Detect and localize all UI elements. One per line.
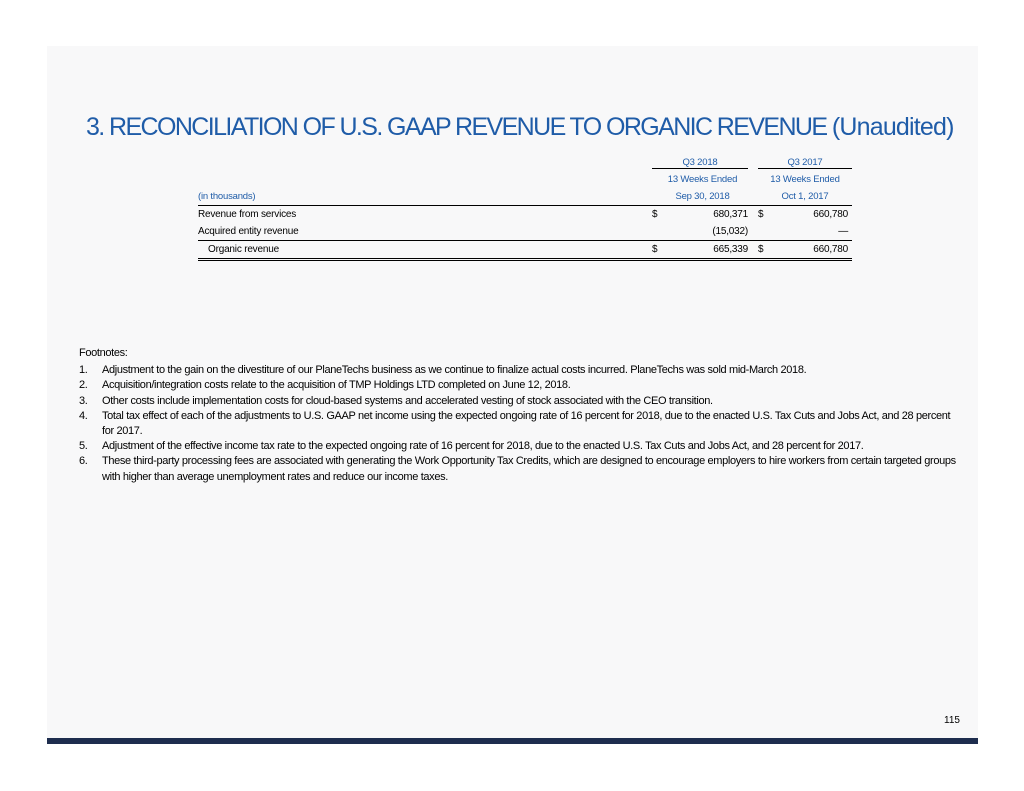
row-value-2017: 660,780 [768, 241, 852, 260]
footnote-number: 6. [79, 455, 88, 468]
footnotes [79, 346, 959, 485]
column-date-2018: Sep 30, 2018 [652, 188, 753, 206]
column-period-q3-2017: Q3 2017 [758, 157, 852, 169]
revenue-reconciliation-table [198, 154, 852, 261]
row-value-2018: 665,339 [662, 241, 753, 260]
row-value-2018: (15,032) [712, 226, 748, 237]
footnote-item [79, 454, 959, 484]
footnotes-heading: Footnotes: [79, 347, 128, 359]
footnote-number: 1. [79, 364, 88, 377]
footnote-text: Other costs include implementation costs for cloud-based systems and accelerated vesting of stock associated with the CEO transition. [102, 394, 713, 407]
page-title [86, 110, 954, 144]
column-weeks-2018: 13 Weeks Ended [667, 174, 738, 185]
table-row [198, 206, 852, 224]
footnote-text: Adjustment to the gain on the divestiture of our PlaneTechs business as we continue to finalize actual costs incurred. PlaneTechs was sold mid-March 2018. [102, 364, 807, 377]
table-header-row-weeks [198, 171, 852, 188]
row-value-2017: — [838, 226, 848, 237]
table-row-total [198, 241, 852, 260]
footnote-item [79, 439, 959, 454]
footnote-item [79, 378, 959, 393]
table-header-row-period [198, 154, 852, 171]
currency-symbol: $ [652, 241, 662, 260]
currency-symbol [758, 223, 768, 241]
footnote-text: Acquisition/integration costs relate to the acquisition of TMP Holdings LTD completed on June 12, 2018. [102, 379, 571, 392]
table-row [198, 223, 852, 241]
currency-symbol: $ [758, 209, 764, 220]
row-label: Revenue from services [198, 209, 297, 220]
currency-symbol: $ [758, 241, 768, 260]
footnote-number: 3. [79, 394, 88, 407]
footnote-item [79, 363, 959, 378]
footnote-item [79, 394, 959, 409]
column-weeks-2017: 13 Weeks Ended [770, 174, 840, 185]
table-header-row-date [198, 188, 852, 206]
footnote-number: 5. [79, 440, 88, 453]
footer-bar [47, 738, 978, 744]
footnote-number: 4. [79, 409, 88, 422]
column-date-2017: Oct 1, 2017 [758, 188, 852, 206]
currency-symbol [652, 223, 662, 241]
footnote-text: Adjustment of the effective income tax rate to the expected ongoing rate of 16 percent for 2018, due to the enacted U.S. Tax Cuts and Jobs Act, and 28 percent for 2017. [102, 440, 864, 453]
footnote-text: These third-party processing fees are associated with generating the Work Opportunity Tax Credits, which are designed to encourage employers to hire workers from certain targeted groups with higher than average unemployment rates and reduce our income taxes. [102, 455, 956, 483]
unit-label: (in thousands) [198, 188, 652, 206]
title-subtitle: (Unaudited) [831, 113, 954, 141]
column-period-q3-2018: Q3 2018 [652, 157, 748, 169]
title-main: 3. RECONCILIATION OF U.S. GAAP REVENUE TO ORGANIC REVENUE [86, 113, 827, 141]
row-label: Acquired entity revenue [198, 226, 299, 237]
row-value-2017: 660,780 [813, 209, 848, 220]
row-value-2018: 680,371 [713, 209, 748, 220]
footnote-text: Total tax effect of each of the adjustments to U.S. GAAP net income using the expected ongoing rate of 16 percent for 2018, due to the enacted U.S. Tax Cuts and Jobs Act, and 28 percent for 2017. [102, 409, 951, 438]
footnotes-list [79, 363, 959, 485]
row-label: Organic revenue [198, 241, 652, 260]
page-number: 115 [944, 715, 960, 726]
footnote-item [79, 409, 959, 439]
currency-symbol: $ [652, 209, 658, 220]
footnote-number: 2. [79, 379, 88, 392]
